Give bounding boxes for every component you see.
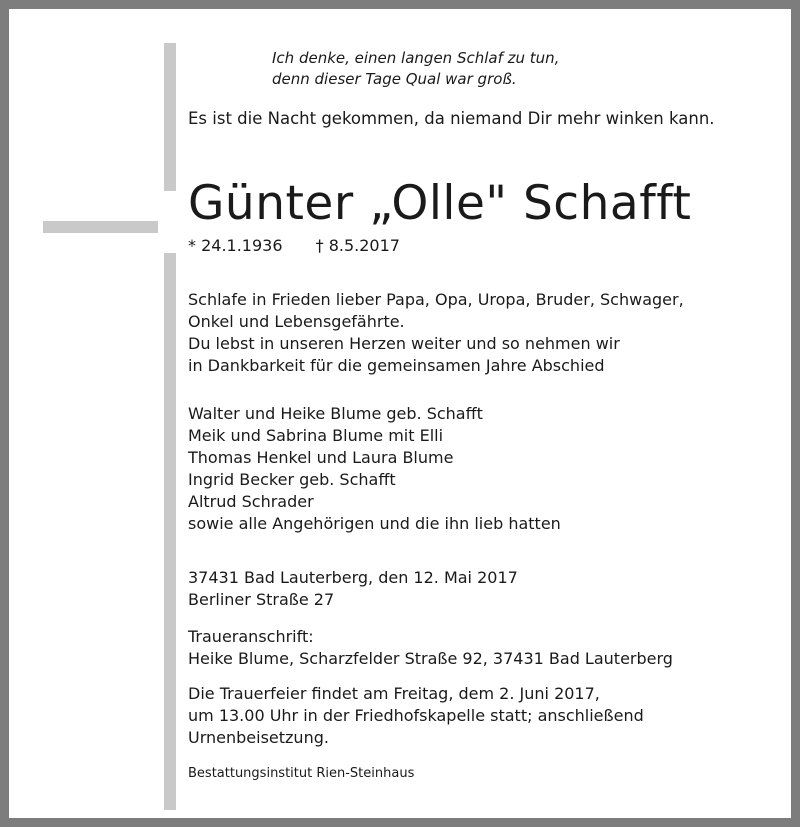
mourner-entry: Thomas Henkel und Laura Blume xyxy=(188,448,454,467)
mourner-entry: sowie alle Angehörigen und die ihn lieb hatten xyxy=(188,514,561,533)
mourner-entry: Walter und Heike Blume geb. Schafft xyxy=(188,404,483,423)
motto-quote xyxy=(272,48,559,90)
cross-vertical-bottom xyxy=(164,253,176,810)
mourning-address xyxy=(188,626,673,670)
ceremony-line: Urnenbeisetzung. xyxy=(188,728,329,747)
death-date: † 8.5.2017 xyxy=(315,236,400,255)
cross-vertical-top xyxy=(164,43,176,191)
motto-line-2: denn dieser Tage Qual war groß. xyxy=(272,70,517,88)
place-date-line: 37431 Bad Lauterberg, den 12. Mai 2017 xyxy=(188,568,518,587)
mourner-entry: Ingrid Becker geb. Schafft xyxy=(188,470,396,489)
ceremony-line: Die Trauerfeier findet am Freitag, dem 2. Juni 2017, xyxy=(188,684,600,703)
birth-date: * 24.1.1936 xyxy=(188,236,283,255)
farewell-line: Du lebst in unseren Herzen weiter und so nehmen wir xyxy=(188,334,620,353)
farewell-line: Onkel und Lebensgefährte. xyxy=(188,312,405,331)
cross-horizontal-bar xyxy=(43,221,158,233)
farewell-text xyxy=(188,289,684,377)
mourner-entry: Meik und Sabrina Blume mit Elli xyxy=(188,426,444,445)
deceased-name: Günter „Olle" Schafft xyxy=(188,176,692,231)
place-and-date xyxy=(188,567,518,611)
night-line: Es ist die Nacht gekommen, da niemand Dir mehr winken kann. xyxy=(188,109,715,128)
motto-line-1: Ich denke, einen langen Schlaf zu tun, xyxy=(272,49,560,67)
farewell-line: Schlafe in Frieden lieber Papa, Opa, Uropa, Bruder, Schwager, xyxy=(188,290,684,309)
undertaker-name: Bestattungsinstitut Rien-Steinhaus xyxy=(188,766,415,781)
mourner-entry: Altrud Schrader xyxy=(188,492,314,511)
street-address: Berliner Straße 27 xyxy=(188,590,335,609)
ceremony-line: um 13.00 Uhr in der Friedhofskapelle statt; anschließend xyxy=(188,706,644,725)
mourning-address-label: Traueranschrift: xyxy=(188,627,314,646)
mourning-address-value: Heike Blume, Scharzfelder Straße 92, 37431 Bad Lauterberg xyxy=(188,649,673,668)
life-dates xyxy=(188,236,400,255)
ceremony-info xyxy=(188,683,644,749)
mourners-list xyxy=(188,403,561,535)
farewell-line: in Dankbarkeit für die gemeinsamen Jahre Abschied xyxy=(188,356,605,375)
